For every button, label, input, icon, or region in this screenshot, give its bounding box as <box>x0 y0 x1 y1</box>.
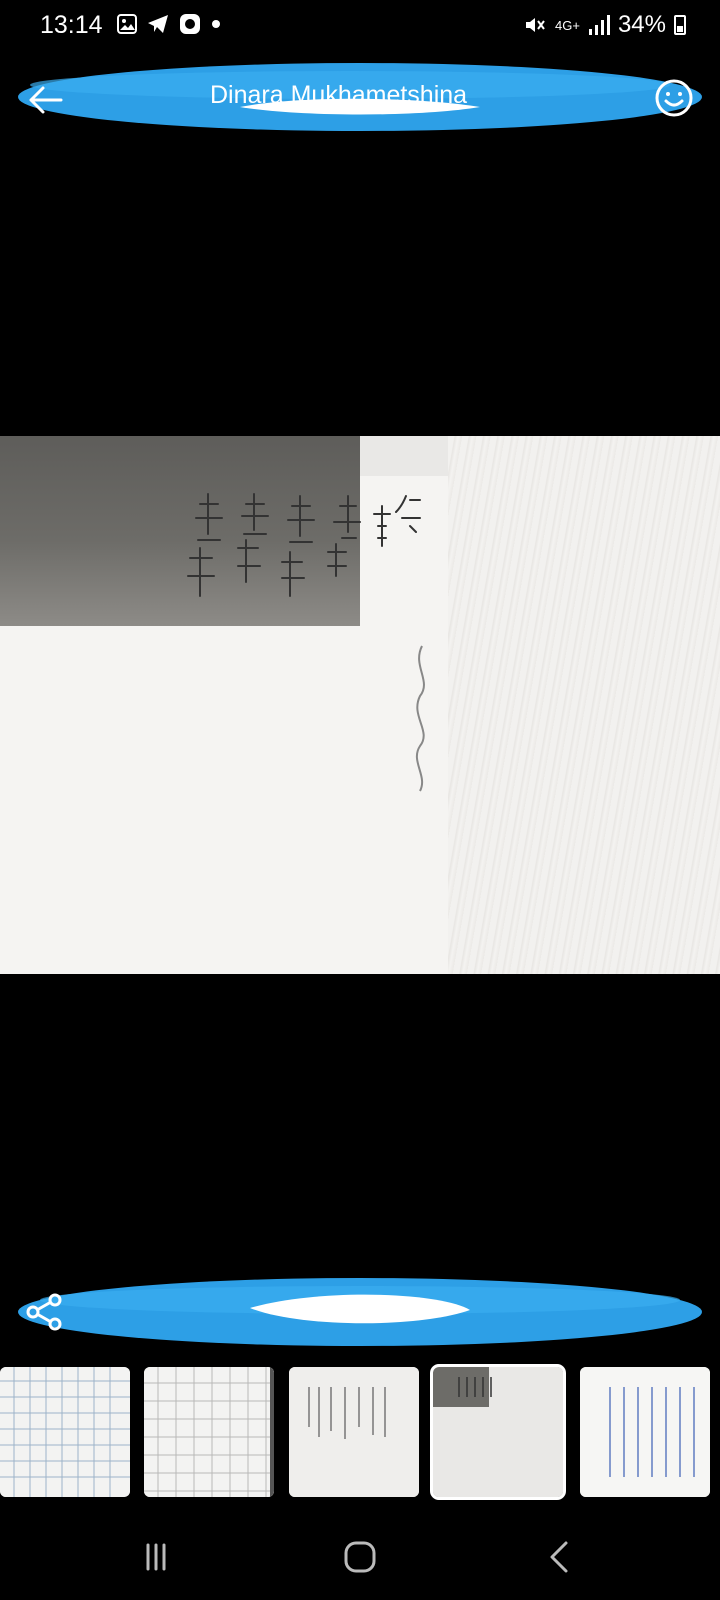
contact-name-title: Dinara Mukhametshina <box>210 81 468 109</box>
handwritten-characters <box>120 486 440 646</box>
back-arrow-icon[interactable] <box>25 80 65 120</box>
gallery-icon <box>116 13 138 35</box>
thumbnail-4[interactable] <box>433 1367 563 1497</box>
thumbnail-strip <box>0 1367 720 1497</box>
dot-icon <box>210 18 222 30</box>
top-bar <box>0 55 720 139</box>
photo-viewer[interactable] <box>0 436 720 974</box>
mute-icon <box>523 14 547 36</box>
status-right <box>523 11 686 39</box>
signal-icon <box>588 15 610 35</box>
app-notification-icon <box>178 12 202 36</box>
status-left-icons <box>116 12 222 36</box>
battery-percent: 34% <box>617 11 666 38</box>
status-time: 13:14 <box>40 11 103 39</box>
handwritten-notes-preview <box>289 1367 419 1497</box>
thumbnail-1[interactable] <box>0 1367 130 1497</box>
network-type: 4G+ <box>555 17 580 33</box>
bottom-bar <box>0 1270 720 1354</box>
blank-grid-preview <box>144 1367 274 1497</box>
back-icon[interactable] <box>530 1535 590 1579</box>
current-photo-preview <box>433 1367 563 1497</box>
home-icon[interactable] <box>330 1535 390 1579</box>
status-bar <box>0 0 720 56</box>
bottom-bar-background <box>0 1270 720 1354</box>
telegram-icon <box>146 13 170 35</box>
margin-note-handwriting <box>402 636 442 796</box>
grid-worksheet-preview <box>0 1367 130 1497</box>
thumbnail-3[interactable] <box>289 1367 419 1497</box>
share-icon[interactable] <box>25 1292 65 1332</box>
smiley-icon[interactable] <box>653 77 695 119</box>
blue-text-page-preview <box>580 1367 710 1497</box>
wood-surface <box>448 436 720 974</box>
recents-icon[interactable] <box>126 1535 186 1579</box>
thumbnail-5[interactable] <box>580 1367 710 1497</box>
thumbnail-2[interactable] <box>144 1367 274 1497</box>
battery-icon <box>674 15 686 35</box>
navigation-bar <box>0 1515 720 1600</box>
